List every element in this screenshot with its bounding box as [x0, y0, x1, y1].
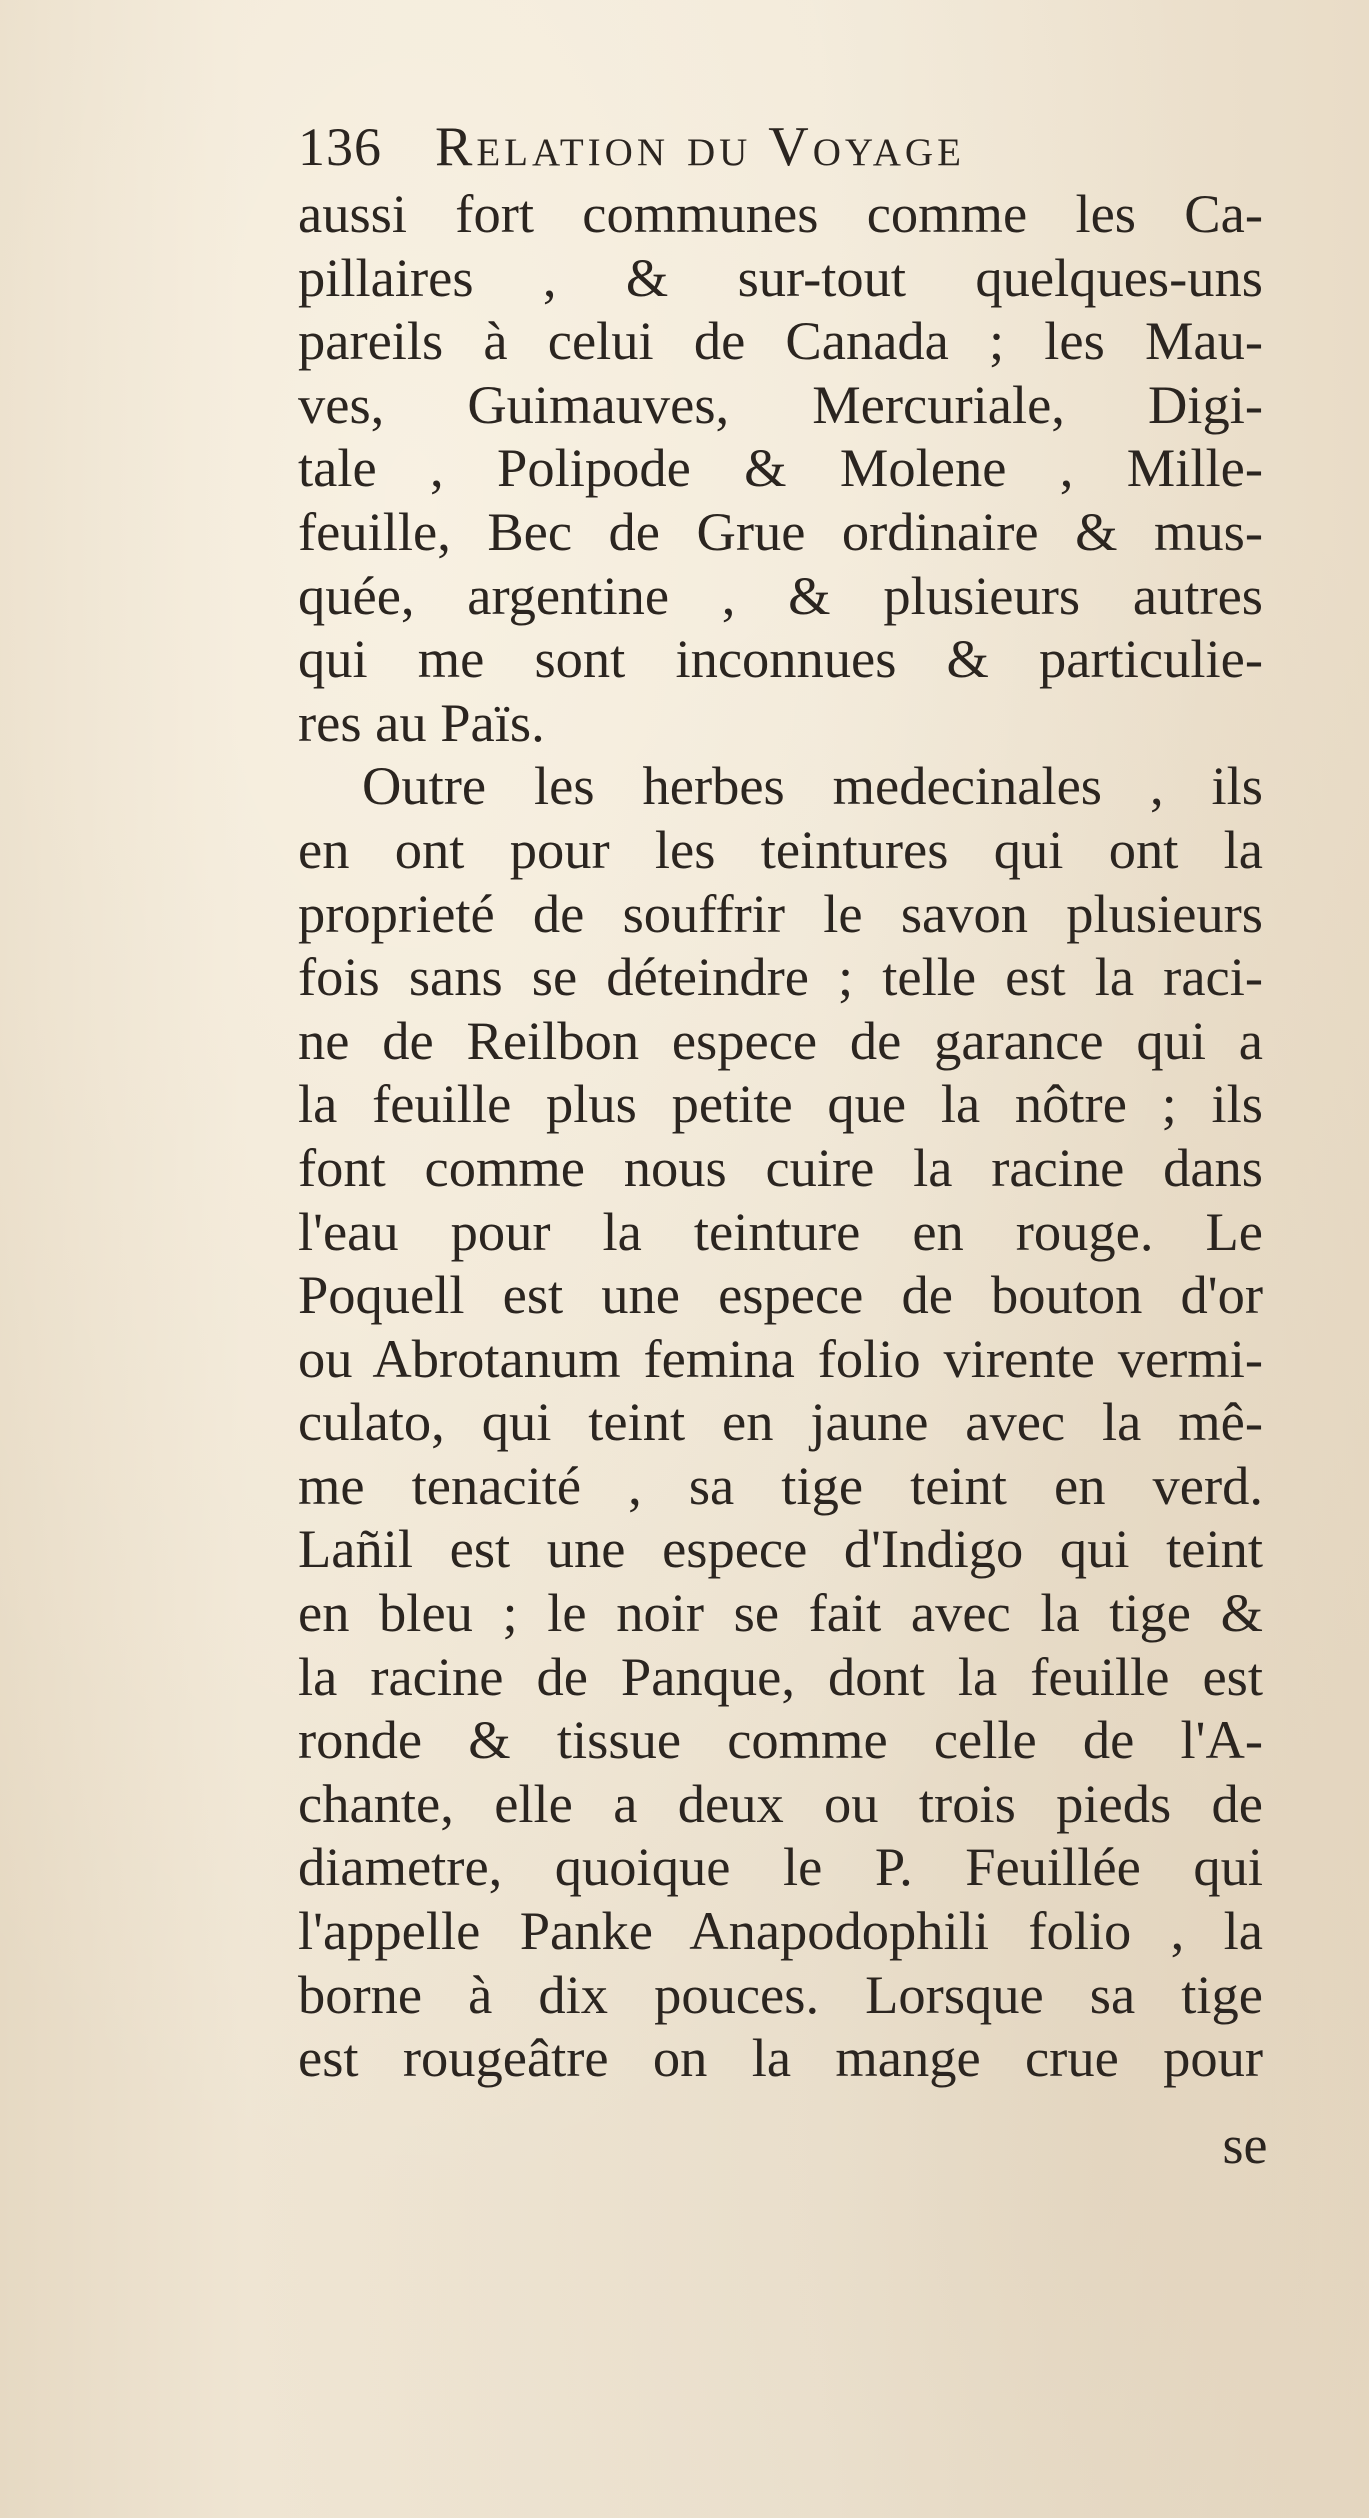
text-line: font comme nous cuire la racine dans	[298, 1136, 1263, 1198]
text-line: pareils à celui de Canada ; les Mau-	[298, 310, 1263, 372]
text-line: l'eau pour la teinture en rouge. Le	[298, 1200, 1263, 1262]
text-line: ves, Guimauves, Mercuriale, Digi-	[298, 373, 1263, 435]
text-line: pillaires , & sur-tout quelques-uns	[298, 246, 1263, 308]
text-line: en bleu ; le noir se fait avec la tige &	[298, 1582, 1263, 1644]
text-line: ou Abrotanum femina folio virente vermi-	[298, 1327, 1263, 1389]
text-line: l'appelle Panke Anapodophili folio , la	[298, 1900, 1263, 1962]
text-line: feuille, Bec de Grue ordinaire & mus-	[298, 500, 1263, 562]
text-line: Outre les herbes medecinales , ils	[362, 755, 1263, 817]
text-line: culato, qui teint en jaune avec la mê-	[298, 1391, 1263, 1453]
text-line: est rougeâtre on la mange crue pour	[298, 2027, 1263, 2089]
text-line: Poquell est une espece de bouton d'or	[298, 1264, 1263, 1326]
text-line: tale , Polipode & Molene , Mille-	[298, 437, 1263, 499]
text-line: res au Païs.	[298, 691, 545, 753]
text-line: proprieté de souffrir le savon plusieurs	[298, 882, 1263, 944]
text-line: borne à dix pouces. Lorsque sa tige	[298, 1963, 1263, 2025]
text-line: qui me sont inconnues & particulie-	[298, 628, 1263, 690]
text-line: ne de Reilbon espece de garance qui a	[298, 1009, 1263, 1071]
text-line: ronde & tissue comme celle de l'A-	[298, 1709, 1263, 1771]
page-number: 136	[298, 117, 382, 177]
text-line: la racine de Panque, dont la feuille est	[298, 1645, 1263, 1707]
text-line: quée, argentine , & plusieurs autres	[298, 564, 1263, 626]
body-text	[298, 182, 1263, 2090]
catchword: se	[1222, 2115, 1268, 2175]
text-line: Lañil est une espece d'Indigo qui teint	[298, 1518, 1263, 1580]
text-line: diametre, quoique le P. Feuillée qui	[298, 1836, 1263, 1898]
text-line: me tenacité , sa tige teint en verd.	[298, 1454, 1263, 1516]
page-header	[298, 112, 1138, 182]
running-head: Relation du Voyage	[435, 116, 965, 178]
text-line: fois sans se déteindre ; telle est la raci-	[298, 946, 1263, 1008]
text-line: aussi fort communes comme les Ca-	[298, 183, 1263, 244]
text-line: chante, elle a deux ou trois pieds de	[298, 1772, 1263, 1834]
text-line: la feuille plus petite que la nôtre ; ils	[298, 1073, 1263, 1135]
text-line: en ont pour les teintures qui ont la	[298, 818, 1263, 880]
